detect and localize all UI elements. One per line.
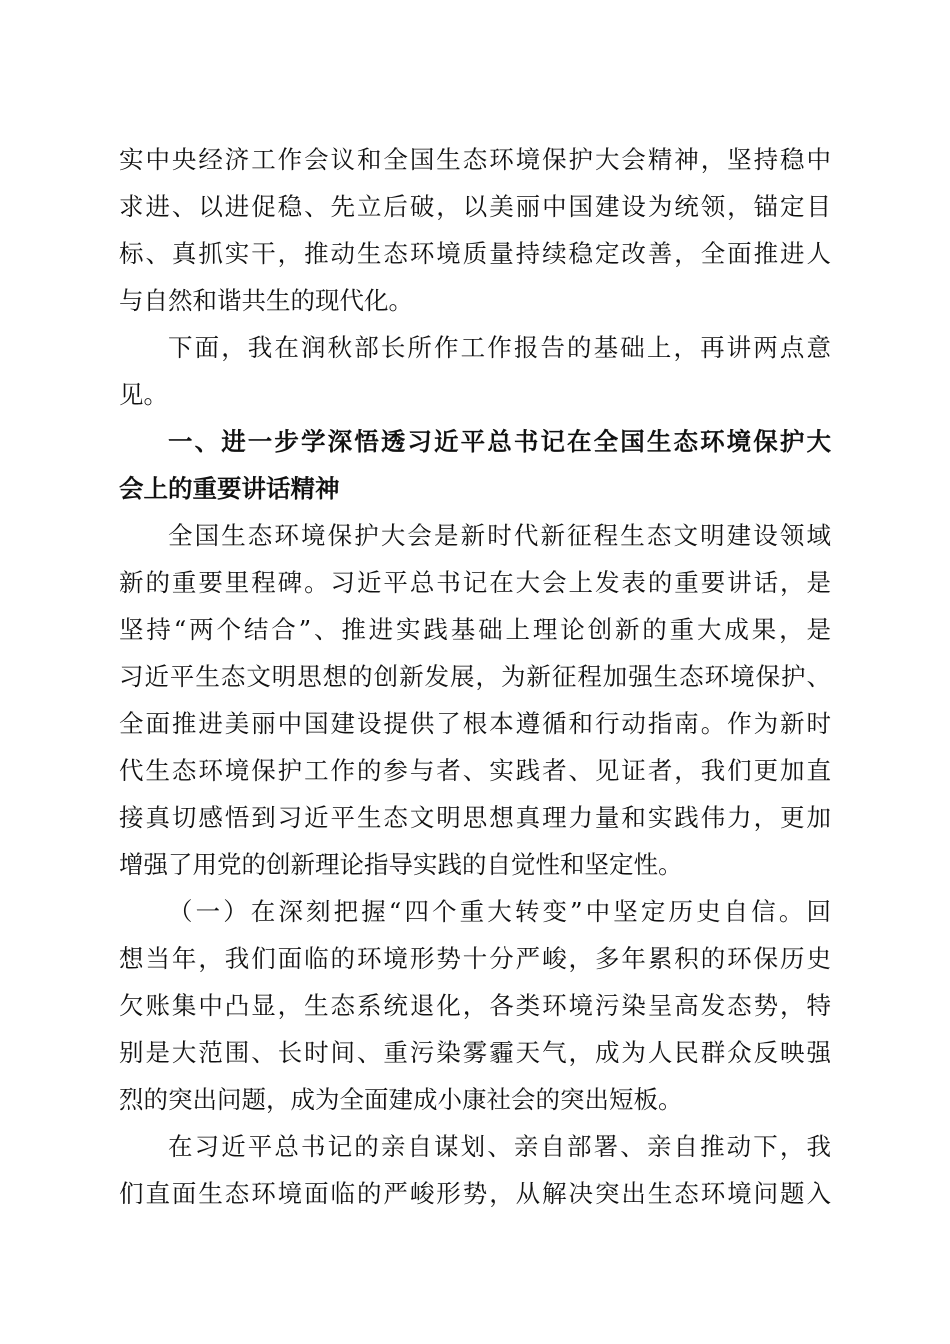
- paragraph-line: （一）在深刻把握“四个重大转变”中坚定历史自信。回: [168, 897, 831, 926]
- paragraph-line: 下面，我在润秋部长所作工作报告的基础上，再讲两点意: [168, 333, 831, 362]
- paragraph-line: 习近平生态文明思想的创新发展，为新征程加强生态环境保护、: [119, 662, 831, 691]
- paragraph-line: 实中央经济工作会议和全国生态环境保护大会精神，坚持稳中: [119, 145, 831, 174]
- section-heading-line: 一、进一步学深悟透习近平总书记在全国生态环境保护大: [168, 427, 831, 456]
- paragraph-line: 全面推进美丽中国建设提供了根本遵循和行动指南。作为新时: [119, 709, 831, 738]
- paragraph-line: 求进、以进促稳、先立后破，以美丽中国建设为统领，锚定目: [119, 192, 831, 221]
- paragraph-line: 标、真抓实干，推动生态环境质量持续稳定改善，全面推进人: [119, 239, 831, 268]
- paragraph-line: 们直面生态环境面临的严峻形势，从解决突出生态环境问题入: [119, 1179, 831, 1208]
- paragraph-line: 新的重要里程碑。习近平总书记在大会上发表的重要讲话，是: [119, 568, 831, 597]
- paragraph-line: 坚持“两个结合”、推进实践基础上理论创新的重大成果，是: [119, 615, 831, 644]
- paragraph-line: 全国生态环境保护大会是新时代新征程生态文明建设领域: [168, 521, 831, 550]
- paragraph-line: 与自然和谐共生的现代化。: [119, 286, 413, 315]
- paragraph-line: 别是大范围、长时间、重污染雾霾天气，成为人民群众反映强: [119, 1038, 831, 1067]
- paragraph-line: 在习近平总书记的亲自谋划、亲自部署、亲自推动下，我: [168, 1132, 831, 1161]
- paragraph-line: 代生态环境保护工作的参与者、实践者、见证者，我们更加直: [119, 756, 831, 785]
- paragraph-line: 想当年，我们面临的环境形势十分严峻，多年累积的环保历史: [119, 944, 831, 973]
- paragraph-line: 欠账集中凸显，生态系统退化，各类环境污染呈高发态势，特: [119, 991, 831, 1020]
- paragraph-line: 接真切感悟到习近平生态文明思想真理力量和实践伟力，更加: [119, 803, 831, 832]
- paragraph-line: 见。: [119, 380, 168, 409]
- paragraph-line: 烈的突出问题，成为全面建成小康社会的突出短板。: [119, 1085, 683, 1114]
- paragraph-line: 增强了用党的创新理论指导实践的自觉性和坚定性。: [119, 850, 683, 879]
- section-heading-line: 会上的重要讲话精神: [119, 474, 340, 503]
